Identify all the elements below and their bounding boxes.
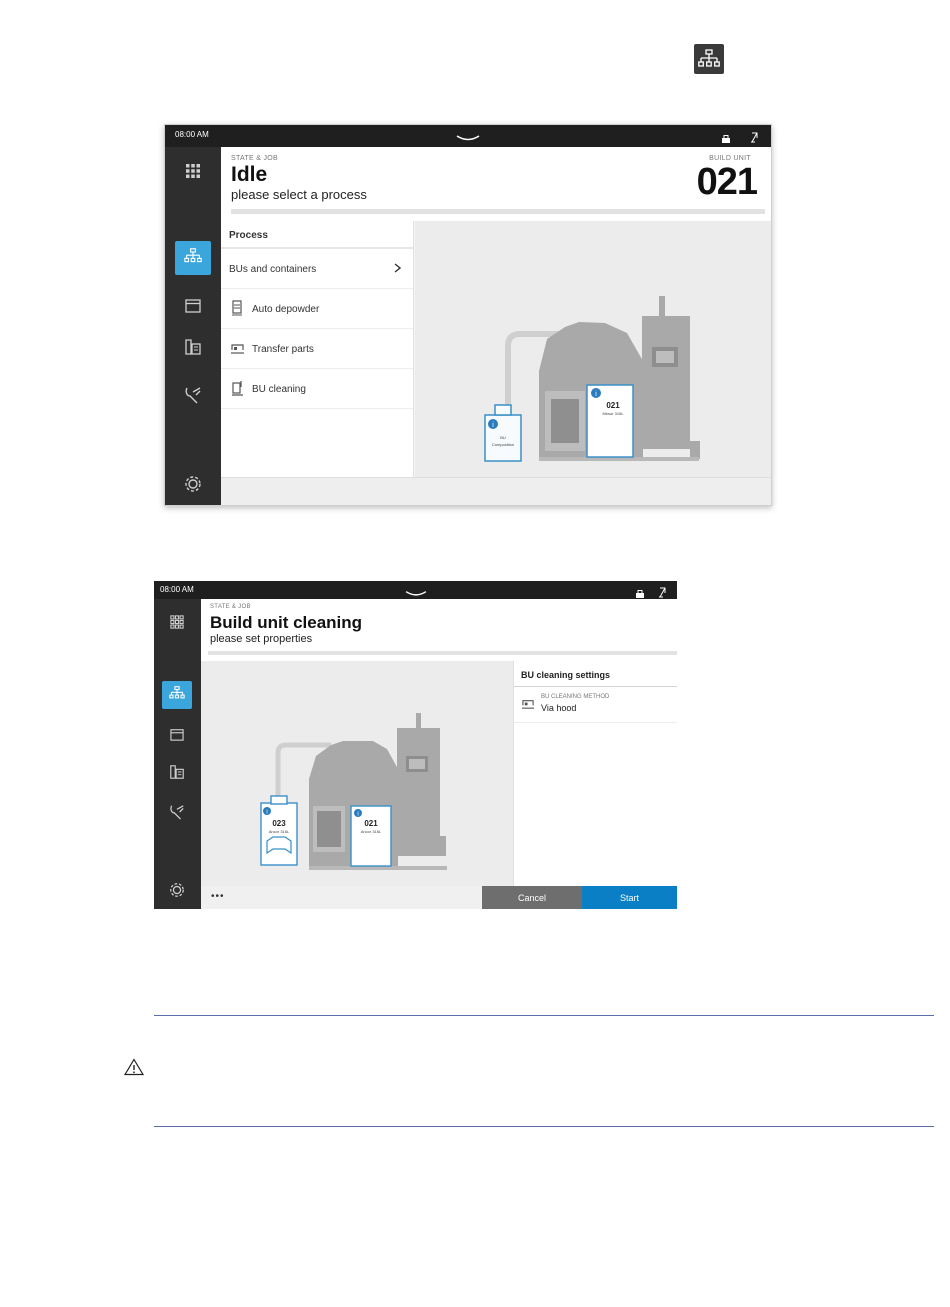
sidebar [154, 599, 201, 909]
container-label-line2: Composition [491, 442, 515, 447]
apps-grid-icon[interactable] [179, 159, 207, 183]
section-rule-top [154, 1015, 934, 1016]
calendar-icon[interactable] [164, 723, 190, 745]
settings-gear-icon[interactable] [164, 879, 190, 901]
page-title: Build unit cleaning [210, 613, 363, 632]
transfer-parts-icon [230, 341, 245, 358]
chevron-down-icon[interactable] [456, 130, 480, 148]
calendar-icon[interactable] [179, 293, 207, 317]
menu-item-label: Transfer parts [252, 344, 314, 355]
apps-grid-icon[interactable] [164, 611, 190, 633]
settings-gear-icon[interactable] [179, 472, 207, 496]
settings-heading-row [514, 661, 677, 687]
header-progress-track [208, 651, 677, 655]
state-job-header [221, 147, 771, 221]
header-caption: STATE & JOB [210, 604, 251, 610]
header-progress-track [231, 209, 765, 214]
settings-heading: BU cleaning settings [521, 670, 611, 680]
warning-triangle-icon [124, 1058, 144, 1076]
method-value: Via hood [541, 703, 577, 713]
page-title: Idle [231, 163, 268, 186]
menu-item-transfer-parts[interactable] [221, 329, 413, 369]
left-bu-number: 023 [272, 819, 286, 828]
more-options-icon[interactable]: ••• [211, 891, 225, 902]
page-subtitle: please set properties [210, 633, 313, 645]
chevron-right-icon [394, 263, 401, 276]
bu-material-label: Mesor 316L [602, 411, 624, 416]
process-panel [221, 221, 414, 478]
maintenance-tools-icon[interactable] [179, 383, 207, 407]
container-label-line1: BU [500, 435, 506, 440]
menu-item-bus-containers[interactable] [221, 249, 413, 289]
jobs-report-icon[interactable] [164, 761, 190, 783]
svg-text:i: i [492, 422, 494, 429]
process-network-icon [694, 44, 724, 74]
status-time: 08:00 AM [160, 585, 194, 594]
status-bar [154, 581, 677, 599]
action-bar [201, 886, 677, 909]
screen-build-unit-cleaning [154, 581, 677, 909]
bu-number-label: 021 [606, 401, 620, 410]
svg-text:i: i [595, 391, 597, 398]
sidebar-item-process[interactable] [162, 681, 192, 709]
build-unit-number: 021 [696, 161, 757, 203]
status-bar [165, 125, 771, 147]
left-bu-material: Ancor 316L [268, 829, 290, 834]
menu-item-label: BU cleaning [252, 384, 306, 395]
jobs-report-icon[interactable] [179, 335, 207, 359]
sidebar-item-process[interactable] [175, 241, 211, 275]
section-rule-bottom [154, 1126, 934, 1127]
svg-text:i: i [266, 809, 268, 816]
bu-cleaning-icon [231, 380, 244, 399]
bottom-bar [221, 477, 771, 505]
process-heading: Process [229, 230, 268, 241]
maintenance-tools-icon[interactable] [164, 801, 190, 823]
machine-illustration [201, 661, 513, 886]
expand-icon[interactable] [749, 130, 759, 148]
cancel-button[interactable]: Cancel [482, 886, 582, 909]
page-subtitle: please select a process [231, 187, 367, 202]
process-network-icon [169, 686, 185, 705]
menu-item-bu-cleaning[interactable] [221, 369, 413, 409]
process-network-icon [184, 248, 202, 269]
menu-item-label: BUs and containers [229, 264, 317, 275]
auto-depowder-icon [231, 300, 243, 319]
menu-item-auto-depowder[interactable] [221, 289, 413, 329]
header-caption: STATE & JOB [231, 155, 278, 162]
machine-illustration [415, 221, 771, 478]
start-button[interactable]: Start [582, 886, 677, 909]
right-bu-number: 021 [364, 819, 378, 828]
screen-idle [164, 124, 772, 506]
cleaning-method-row[interactable] [514, 687, 677, 723]
status-time: 08:00 AM [175, 130, 209, 139]
bu-cleaning-settings-panel [513, 661, 677, 886]
svg-text:i: i [357, 811, 359, 818]
build-unit-caption: BUILD UNIT [709, 155, 751, 162]
state-job-header [201, 599, 677, 661]
process-heading-row [221, 221, 413, 249]
method-caption: BU CLEANING METHOD [541, 694, 610, 700]
right-bu-material: Ancor 316L [360, 829, 382, 834]
cleaning-method-icon [521, 697, 535, 715]
menu-item-label: Auto depowder [252, 304, 320, 315]
sidebar [165, 147, 221, 505]
